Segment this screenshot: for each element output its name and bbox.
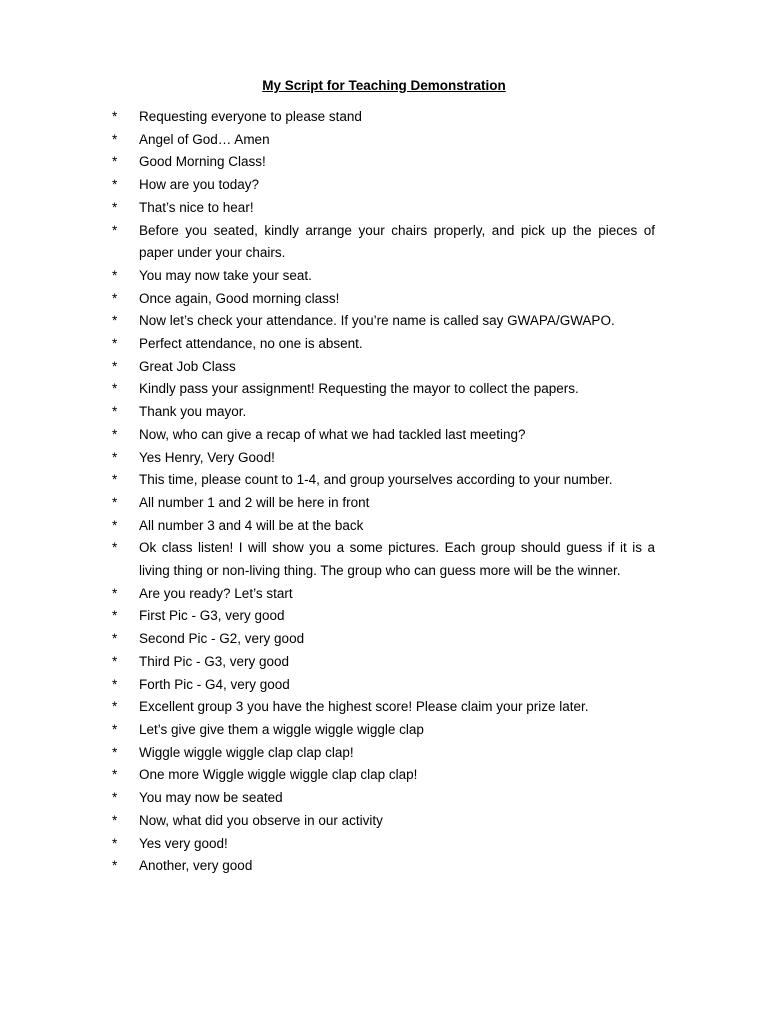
- list-item: [112, 833, 655, 856]
- bullet-marker: *: [112, 381, 118, 397]
- bullet-marker: *: [112, 631, 118, 647]
- list-item-text: Perfect attendance, no one is absent.: [139, 336, 363, 352]
- list-item-text: Once again, Good morning class!: [139, 290, 340, 306]
- bullet-marker: *: [112, 404, 118, 420]
- list-item: [112, 469, 655, 492]
- list-item: [112, 447, 655, 470]
- list-item: [112, 515, 655, 538]
- list-item-text: Great Job Class: [139, 358, 236, 374]
- bullet-marker: *: [112, 608, 118, 624]
- list-item-text: Now, what did you observe in our activity: [139, 812, 383, 828]
- bullet-marker: *: [112, 199, 118, 215]
- bullet-marker: *: [112, 676, 118, 692]
- bullet-marker: *: [112, 835, 118, 851]
- list-item-text: Wiggle wiggle wiggle clap clap clap!: [139, 744, 354, 760]
- list-item-text: All number 1 and 2 will be here in front: [139, 494, 370, 510]
- list-item: [112, 583, 655, 606]
- list-item: [112, 605, 655, 628]
- list-item-text: Before you seated, kindly arrange your chairs properly, and pick up the pieces of paper under your chairs.: [139, 222, 655, 261]
- list-item: [112, 401, 655, 424]
- list-item: [112, 378, 655, 401]
- bullet-marker: *: [112, 290, 118, 306]
- list-item: [112, 288, 655, 311]
- list-item: [112, 129, 655, 152]
- list-item-text: How are you today?: [139, 177, 260, 193]
- list-item-text: First Pic - G3, very good: [139, 608, 285, 624]
- bullet-marker: *: [112, 517, 118, 533]
- list-item: [112, 310, 655, 333]
- list-item-text: All number 3 and 4 will be at the back: [139, 517, 364, 533]
- list-item: [112, 151, 655, 174]
- list-item-text: Angel of God… Amen: [139, 131, 270, 147]
- list-item-text: Another, very good: [139, 858, 253, 874]
- bullet-marker: *: [112, 767, 118, 783]
- list-item: [112, 810, 655, 833]
- bullet-marker: *: [112, 449, 118, 465]
- bullet-marker: *: [112, 177, 118, 193]
- list-item-text: Yes Henry, Very Good!: [139, 449, 275, 465]
- list-item: [112, 651, 655, 674]
- list-item: [112, 424, 655, 447]
- list-item: [112, 174, 655, 197]
- bullet-marker: *: [112, 699, 118, 715]
- list-item: [112, 356, 655, 379]
- bullet-marker: *: [112, 472, 118, 488]
- bullet-marker: *: [112, 131, 118, 147]
- bullet-marker: *: [112, 426, 118, 442]
- list-item: [112, 674, 655, 697]
- bullet-marker: *: [112, 222, 118, 238]
- document-title: My Script for Teaching Demonstration: [262, 78, 506, 93]
- list-item-text: This time, please count to 1-4, and group yourselves according to your number.: [139, 472, 613, 488]
- list-item-text: That’s nice to hear!: [139, 199, 254, 215]
- list-item-text: You may now be seated: [139, 790, 283, 806]
- list-item-text: You may now take your seat.: [139, 267, 312, 283]
- list-item-text: Now, who can give a recap of what we had tackled last meeting?: [139, 426, 526, 442]
- list-item-text: Good Morning Class!: [139, 154, 266, 170]
- list-item-text: Excellent group 3 you have the highest score! Please claim your prize later.: [139, 699, 589, 715]
- bullet-marker: *: [112, 313, 118, 329]
- bullet-marker: *: [112, 154, 118, 170]
- list-item: [112, 106, 655, 129]
- bullet-marker: *: [112, 858, 118, 874]
- bullet-marker: *: [112, 540, 118, 556]
- list-item: [112, 787, 655, 810]
- bullet-marker: *: [112, 585, 118, 601]
- bullet-marker: *: [112, 267, 118, 283]
- bullet-marker: *: [112, 812, 118, 828]
- list-item: [112, 855, 655, 878]
- list-item: [112, 696, 655, 719]
- list-item-text: Third Pic - G3, very good: [139, 653, 290, 669]
- bullet-marker: *: [112, 653, 118, 669]
- list-item-text: Yes very good!: [139, 835, 228, 851]
- list-item-text: Now let’s check your attendance. If you’re name is called say GWAPA/GWAPO.: [139, 313, 615, 329]
- bullet-marker: *: [112, 744, 118, 760]
- list-item-text: Kindly pass your assignment! Requesting the mayor to collect the papers.: [139, 381, 579, 397]
- list-item: [112, 628, 655, 651]
- list-item: [112, 197, 655, 220]
- list-item: [112, 537, 655, 582]
- bullet-marker: *: [112, 358, 118, 374]
- list-item: [112, 265, 655, 288]
- list-item: [112, 742, 655, 765]
- list-item: [112, 333, 655, 356]
- list-item-text: Requesting everyone to please stand: [139, 109, 362, 124]
- bullet-marker: *: [112, 336, 118, 352]
- list-item: [112, 719, 655, 742]
- list-item-text: Forth Pic - G4, very good: [139, 676, 290, 692]
- list-item-text: One more Wiggle wiggle wiggle clap clap clap!: [139, 767, 418, 783]
- list-item-text: Are you ready? Let’s start: [139, 585, 293, 601]
- bullet-marker: *: [112, 494, 118, 510]
- bullet-marker: *: [112, 721, 118, 737]
- bullet-marker: *: [112, 790, 118, 806]
- list-item: [112, 764, 655, 787]
- script-list: [112, 106, 655, 878]
- list-item: [112, 492, 655, 515]
- list-item-text: Second Pic - G2, very good: [139, 631, 305, 647]
- list-item-text: Ok class listen! I will show you a some pictures. Each group should guess if it is a living thing or non-living thing. The group who can guess more will be the winner.: [139, 540, 655, 579]
- bullet-marker: *: [112, 109, 118, 124]
- list-item-text: Let’s give give them a wiggle wiggle wiggle clap: [139, 721, 424, 737]
- list-item-text: Thank you mayor.: [139, 404, 247, 420]
- list-item: [112, 220, 655, 265]
